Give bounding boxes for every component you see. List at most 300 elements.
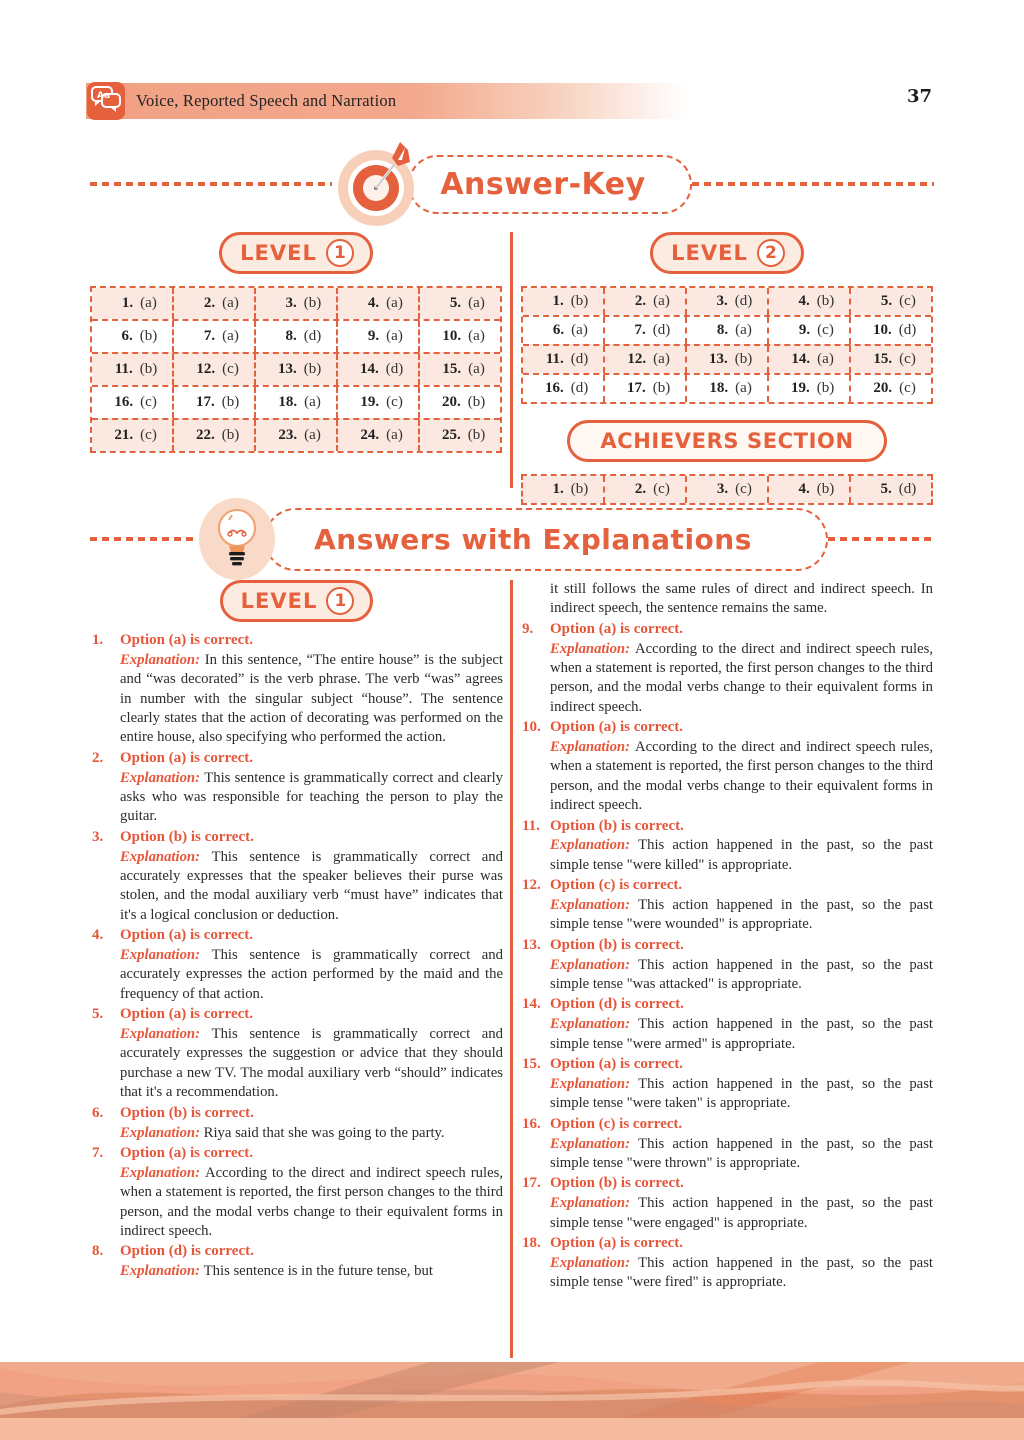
question-number: 18. bbox=[709, 380, 729, 396]
answer-cell bbox=[767, 288, 849, 315]
explanations-level1-number: 1 bbox=[326, 587, 354, 615]
explanation-label: Explanation: bbox=[120, 1026, 212, 1043]
answer-letter: (a) bbox=[468, 361, 485, 377]
answer-letter: (b) bbox=[467, 394, 486, 410]
answer-key-row bbox=[92, 288, 500, 319]
question-number: 1. bbox=[121, 295, 134, 311]
item-number: 12. bbox=[522, 877, 541, 894]
answer-cell bbox=[172, 288, 254, 319]
explanations-right-column bbox=[520, 580, 933, 1358]
answer-letter: (d) bbox=[898, 322, 917, 338]
answer-cell bbox=[254, 321, 336, 352]
level2-badge-label: LEVEL bbox=[671, 241, 748, 265]
answer-letter: (a) bbox=[468, 328, 485, 344]
answer-key-row bbox=[92, 418, 500, 451]
answer-cell bbox=[92, 387, 172, 418]
question-number: 16. bbox=[114, 394, 134, 410]
answer-letter: (a) bbox=[304, 394, 321, 410]
answer-cell bbox=[849, 346, 931, 373]
explanation-text bbox=[550, 896, 933, 935]
chapter-header bbox=[0, 80, 1024, 122]
question-number: 3. bbox=[285, 295, 297, 311]
answer-key-section bbox=[90, 232, 934, 497]
answer-key-row bbox=[92, 352, 500, 385]
wave-pattern bbox=[0, 1362, 1024, 1418]
answer-letter: (b) bbox=[303, 361, 322, 377]
dashed-line-left bbox=[90, 537, 196, 541]
correct-option-line: Option (b) is correct. bbox=[550, 1175, 684, 1192]
explanation-label: Explanation: bbox=[550, 640, 635, 657]
answer-cell bbox=[172, 321, 254, 352]
explanation-body: In this sentence, “The entire house” is the subject and “was decorated” is the verb phrase. The verb “was” agrees in number with the singular subject “house”. The sentence clearly states that the action of decorating was performed on the entire house, also specifying who performed the action. bbox=[120, 651, 503, 746]
question-number: 14. bbox=[360, 361, 379, 377]
explanation-text bbox=[550, 1135, 933, 1174]
question-number: 18. bbox=[278, 394, 298, 410]
explanation-text bbox=[120, 769, 503, 827]
explanations-level1-badge bbox=[220, 580, 374, 622]
page-number: 37 bbox=[906, 86, 932, 107]
answer-letter: (a) bbox=[653, 293, 670, 309]
answer-cell bbox=[336, 321, 418, 352]
answer-cell bbox=[254, 420, 336, 451]
level1-badge-number: 1 bbox=[326, 239, 354, 267]
answer-letter: (b) bbox=[570, 481, 589, 497]
answer-key-row bbox=[523, 344, 931, 373]
question-number: 5. bbox=[880, 293, 893, 309]
item-number: 10. bbox=[522, 719, 541, 736]
answer-key-banner bbox=[90, 138, 934, 230]
question-number: 12. bbox=[627, 351, 647, 367]
answer-letter: (d) bbox=[303, 328, 322, 344]
level2-badge-number: 2 bbox=[757, 239, 785, 267]
explanation-label: Explanation: bbox=[120, 1263, 204, 1280]
item-number: 3. bbox=[92, 828, 104, 845]
explanation-text bbox=[120, 946, 503, 1004]
question-number: 10. bbox=[442, 328, 462, 344]
question-number: 13. bbox=[709, 351, 728, 367]
answer-letter: (c) bbox=[140, 427, 157, 443]
answer-letter: (a) bbox=[386, 295, 403, 311]
question-number: 22. bbox=[196, 427, 215, 443]
question-number: 17. bbox=[627, 380, 646, 396]
explanations-left-column bbox=[90, 580, 503, 1358]
answer-cell bbox=[418, 354, 500, 385]
explanation-item bbox=[90, 828, 503, 925]
answer-letter: (b) bbox=[816, 380, 835, 396]
question-number: 10. bbox=[873, 322, 892, 338]
answer-letter: (c) bbox=[817, 322, 834, 338]
explanation-label: Explanation: bbox=[120, 1164, 205, 1181]
explanation-text bbox=[120, 848, 503, 926]
explanation-text bbox=[550, 1254, 933, 1293]
explanation-body: This action happened in the past, so the past simple tense "was attacked" is appropriate. bbox=[550, 956, 933, 993]
explanation-item bbox=[90, 1005, 503, 1102]
explanation-item bbox=[90, 1144, 503, 1241]
answer-cell bbox=[336, 387, 418, 418]
answer-letter: (a) bbox=[653, 351, 670, 367]
answer-letter: (a) bbox=[571, 322, 588, 338]
question-number: 11. bbox=[114, 361, 133, 377]
explanation-label: Explanation: bbox=[550, 739, 635, 756]
question-number: 19. bbox=[791, 380, 810, 396]
explanation-label: Explanation: bbox=[120, 651, 205, 668]
answer-letter: (d) bbox=[652, 322, 671, 338]
answer-key-title: Answer-Key bbox=[408, 155, 691, 214]
explanation-body: This action happened in the past, so the past simple tense "were armed" is appropriate. bbox=[550, 1016, 933, 1052]
correct-option-line: Option (a) is correct. bbox=[550, 1056, 684, 1073]
explanation-items-left bbox=[90, 631, 503, 1282]
answer-cell bbox=[92, 354, 172, 385]
answer-cell bbox=[254, 354, 336, 385]
correct-option-line: Option (d) is correct. bbox=[550, 996, 684, 1013]
speech-bubbles-aa-icon bbox=[86, 79, 126, 123]
explanation-text bbox=[550, 1194, 933, 1233]
correct-option-line: Option (a) is correct. bbox=[550, 620, 684, 637]
item-number: 2. bbox=[92, 749, 104, 766]
explanation-item bbox=[90, 631, 503, 748]
item-number: 17. bbox=[522, 1175, 541, 1192]
correct-option-line: Option (a) is correct. bbox=[120, 927, 254, 944]
explanation-text bbox=[120, 1164, 503, 1242]
correct-option-line: Option (c) is correct. bbox=[550, 877, 683, 894]
question-number: 25. bbox=[442, 427, 461, 443]
answer-cell bbox=[685, 317, 767, 344]
answer-letter: (a) bbox=[222, 328, 239, 344]
answer-cell bbox=[172, 387, 254, 418]
answer-cell bbox=[685, 375, 767, 402]
explanation-item bbox=[520, 1174, 933, 1233]
explanation-item bbox=[520, 817, 933, 876]
explanation-body: This sentence is grammatically correct and accurately expresses that the speaker believes their purse was stolen, and the modal auxiliary verb “must have” indicates that it's a logical conclusion or deduction. bbox=[120, 848, 503, 923]
explanation-label: Explanation: bbox=[550, 1075, 639, 1092]
explanations-section bbox=[90, 580, 934, 1358]
explanation-item bbox=[520, 876, 933, 935]
level1-badge-label: LEVEL bbox=[240, 241, 317, 265]
question-number: 4. bbox=[798, 293, 810, 309]
question-number: 12. bbox=[196, 361, 216, 377]
question-number: 15. bbox=[442, 361, 462, 377]
explanation-body: This action happened in the past, so the past simple tense "were thrown" is appropriate. bbox=[550, 1135, 933, 1171]
question-number: 3. bbox=[716, 481, 729, 497]
explanation-body: According to the direct and indirect speech rules, when a statement is reported, the first person changes to the third person, and the modal verbs change to their equivalent forms in indirect speech. bbox=[120, 1164, 503, 1239]
question-number: 9. bbox=[798, 322, 811, 338]
answer-key-row bbox=[523, 373, 931, 402]
explanation-label: Explanation: bbox=[120, 1124, 204, 1141]
question-number: 20. bbox=[442, 394, 461, 410]
explanation-label: Explanation: bbox=[550, 956, 639, 973]
explanation-body: This action happened in the past, so the past simple tense "were fired" is appropriate. bbox=[550, 1254, 933, 1291]
explanation-body: This sentence is in the future tense, but bbox=[203, 1263, 433, 1280]
answer-cell bbox=[418, 288, 500, 319]
explanation-item bbox=[520, 1234, 933, 1293]
answer-cell bbox=[418, 420, 500, 451]
answer-cell bbox=[603, 375, 685, 402]
item-number: 4. bbox=[92, 927, 104, 944]
level2-badge bbox=[650, 232, 804, 274]
answer-cell bbox=[685, 346, 767, 373]
explanations-level1-label: LEVEL bbox=[240, 589, 318, 613]
correct-option-line: Option (a) is correct. bbox=[120, 749, 254, 766]
question-number: 2. bbox=[634, 481, 647, 497]
item-number: 9. bbox=[522, 620, 534, 637]
answer-letter: (b) bbox=[734, 351, 753, 367]
correct-option-line: Option (b) is correct. bbox=[550, 817, 684, 834]
question-number: 14. bbox=[791, 351, 811, 367]
answer-letter: (d) bbox=[898, 481, 917, 497]
dashed-line-right bbox=[828, 537, 934, 541]
correct-option-line: Option (a) is correct. bbox=[550, 719, 684, 736]
question-number: 9. bbox=[367, 328, 380, 344]
lightbulb-icon bbox=[196, 496, 278, 582]
answer-cell bbox=[603, 288, 685, 315]
answer-cell bbox=[172, 354, 254, 385]
continuation-paragraph: it still follows the same rules of direct and indirect speech. In indirect speech, the sentence remains the same. bbox=[550, 581, 933, 617]
answer-letter: (a) bbox=[386, 328, 403, 344]
explanation-body: This sentence is grammatically correct and accurately expresses the suggestion or advice that they should purchase a new TV. The modal auxiliary verb “should” indicates that it's a recommendation. bbox=[120, 1026, 503, 1101]
answer-letter: (b) bbox=[467, 427, 486, 443]
answer-cell bbox=[92, 288, 172, 319]
answer-letter: (c) bbox=[735, 481, 752, 497]
answer-key-row bbox=[523, 315, 931, 344]
answer-letter: (d) bbox=[570, 351, 589, 367]
explanation-item bbox=[90, 1242, 503, 1281]
item-number: 18. bbox=[522, 1234, 541, 1251]
question-number: 16. bbox=[545, 380, 564, 396]
footer-strip bbox=[0, 1418, 1024, 1440]
explanation-label: Explanation: bbox=[120, 769, 205, 786]
question-number: 5. bbox=[880, 481, 892, 497]
question-number: 3. bbox=[716, 293, 728, 309]
dashed-line-left bbox=[90, 182, 332, 186]
explanation-body: This action happened in the past, so the past simple tense "were taken" is appropriate. bbox=[550, 1075, 933, 1112]
answer-letter: (a) bbox=[735, 322, 752, 338]
explanation-item bbox=[90, 749, 503, 827]
answer-letter: (b) bbox=[816, 481, 835, 497]
item-number: 6. bbox=[92, 1104, 104, 1121]
explanation-text bbox=[550, 956, 933, 995]
answer-letter: (b) bbox=[221, 427, 240, 443]
answer-cell bbox=[336, 288, 418, 319]
question-number: 6. bbox=[552, 322, 565, 338]
answer-cell bbox=[849, 317, 931, 344]
question-number: 5. bbox=[449, 295, 462, 311]
answer-letter: (c) bbox=[222, 361, 239, 377]
correct-option-line: Option (a) is correct. bbox=[120, 632, 254, 648]
answer-letter: (b) bbox=[652, 380, 671, 396]
answer-letter: (c) bbox=[899, 351, 916, 367]
answer-letter: (c) bbox=[899, 380, 916, 396]
question-number: 15. bbox=[873, 351, 893, 367]
question-number: 4. bbox=[367, 295, 380, 311]
question-number: 1. bbox=[552, 293, 564, 309]
correct-option-line: Option (b) is correct. bbox=[120, 1104, 254, 1121]
item-number: 8. bbox=[92, 1243, 104, 1260]
explanation-text bbox=[550, 738, 933, 816]
chapter-title: Voice, Reported Speech and Narration bbox=[136, 91, 397, 110]
correct-option-line: Option (c) is correct. bbox=[550, 1115, 683, 1132]
level1-answer-table bbox=[90, 286, 502, 453]
explanation-label: Explanation: bbox=[550, 897, 639, 914]
answer-cell bbox=[523, 346, 603, 373]
decorative-footer bbox=[0, 1362, 1024, 1440]
answer-cell bbox=[767, 317, 849, 344]
answer-cell bbox=[523, 288, 603, 315]
answer-cell bbox=[418, 321, 500, 352]
explanation-item bbox=[90, 926, 503, 1004]
explanation-items-right bbox=[520, 620, 933, 1293]
achievers-section-badge: ACHIEVERS SECTION bbox=[567, 420, 886, 462]
explanation-text bbox=[550, 1075, 933, 1114]
question-number: 1. bbox=[552, 481, 564, 497]
answer-letter: (c) bbox=[653, 481, 670, 497]
question-number: 8. bbox=[716, 322, 729, 338]
explanations-banner bbox=[90, 496, 934, 582]
answer-letter: (c) bbox=[140, 394, 157, 410]
question-number: 21. bbox=[114, 427, 134, 443]
answer-cell bbox=[603, 317, 685, 344]
answer-cell bbox=[336, 420, 418, 451]
answer-cell bbox=[685, 288, 767, 315]
dashed-line-right bbox=[692, 182, 934, 186]
question-number: 7. bbox=[203, 328, 216, 344]
answer-letter: (b) bbox=[816, 293, 835, 309]
key-column-divider bbox=[510, 232, 513, 488]
answer-cell bbox=[254, 387, 336, 418]
question-number: 4. bbox=[798, 481, 810, 497]
explanations-column-divider bbox=[510, 580, 513, 1358]
chapter-header-strip bbox=[86, 83, 686, 119]
explanation-text bbox=[120, 1262, 503, 1281]
answer-letter: (a) bbox=[222, 295, 239, 311]
correct-option-line: Option (a) is correct. bbox=[550, 1234, 684, 1251]
explanation-text bbox=[550, 836, 933, 875]
question-number: 24. bbox=[360, 427, 380, 443]
answer-letter: (a) bbox=[304, 427, 321, 443]
explanation-label: Explanation: bbox=[550, 1254, 639, 1271]
explanation-body: This action happened in the past, so the past simple tense "were wounded" is appropriate. bbox=[550, 897, 933, 933]
level2-answer-table bbox=[521, 286, 933, 404]
explanation-item bbox=[520, 718, 933, 815]
explanation-body: This action happened in the past, so the past simple tense "were killed" is appropriate. bbox=[550, 837, 933, 873]
correct-option-line: Option (a) is correct. bbox=[120, 1144, 254, 1161]
item-number: 11. bbox=[522, 817, 540, 834]
explanation-text bbox=[550, 1015, 933, 1054]
question-number: 8. bbox=[285, 328, 297, 344]
answer-letter: (a) bbox=[468, 295, 485, 311]
answer-letter: (a) bbox=[386, 427, 403, 443]
explanation-label: Explanation: bbox=[120, 947, 212, 964]
question-number: 2. bbox=[634, 293, 647, 309]
explanation-label: Explanation: bbox=[550, 1195, 639, 1212]
explanation-body: Riya said that she was going to the party. bbox=[203, 1124, 445, 1141]
explanation-label: Explanation: bbox=[550, 1016, 639, 1033]
answer-cell bbox=[336, 354, 418, 385]
question-number: 6. bbox=[121, 328, 133, 344]
svg-text:Aa: Aa bbox=[97, 91, 111, 101]
answer-letter: (a) bbox=[140, 295, 157, 311]
answer-cell bbox=[849, 375, 931, 402]
question-number: 23. bbox=[278, 427, 298, 443]
level2-key-column bbox=[521, 232, 933, 497]
explanation-text bbox=[120, 1124, 503, 1143]
explanation-body: According to the direct and indirect speech rules, when a statement is reported, the first person changes to the third person, and the modal verbs change to their equivalent forms in indirect speech. bbox=[550, 640, 933, 715]
answer-letter: (a) bbox=[735, 380, 752, 396]
explanation-text bbox=[550, 640, 933, 718]
question-number: 20. bbox=[873, 380, 893, 396]
answer-letter: (d) bbox=[385, 361, 404, 377]
question-number: 19. bbox=[360, 394, 380, 410]
explanation-text bbox=[120, 1025, 503, 1103]
explanation-item bbox=[90, 1104, 503, 1143]
answer-cell bbox=[767, 346, 849, 373]
question-number: 13. bbox=[278, 361, 297, 377]
answer-cell bbox=[767, 375, 849, 402]
item-number: 7. bbox=[92, 1144, 104, 1161]
answer-letter: (b) bbox=[570, 293, 589, 309]
correct-option-line: Option (b) is correct. bbox=[550, 936, 684, 953]
answer-key-row bbox=[92, 319, 500, 352]
item-number: 15. bbox=[522, 1056, 541, 1073]
explanation-item bbox=[520, 620, 933, 717]
answer-letter: (b) bbox=[139, 328, 158, 344]
answer-cell bbox=[172, 420, 254, 451]
answer-letter: (b) bbox=[139, 361, 158, 377]
answer-key-row bbox=[523, 288, 931, 315]
explanation-item bbox=[520, 995, 933, 1054]
explanation-item bbox=[520, 1115, 933, 1174]
answer-cell bbox=[92, 321, 172, 352]
question-number: 17. bbox=[196, 394, 215, 410]
question-number: 7. bbox=[634, 322, 646, 338]
answer-letter: (b) bbox=[303, 295, 322, 311]
answer-letter: (a) bbox=[817, 351, 834, 367]
answer-cell bbox=[603, 346, 685, 373]
explanation-body: According to the direct and indirect speech rules, when a statement is reported, the first person changes to the third person, and the modal verbs change to their equivalent forms in indirect speech. bbox=[550, 739, 933, 814]
correct-option-line: Option (d) is correct. bbox=[120, 1243, 254, 1260]
item-number: 1. bbox=[92, 632, 104, 648]
correct-option-line: Option (a) is correct. bbox=[120, 1006, 254, 1023]
question-number: 2. bbox=[203, 295, 216, 311]
explanations-title: Answers with Explanations bbox=[264, 508, 828, 571]
explanation-item bbox=[520, 936, 933, 995]
explanation-body: This sentence is grammatically correct and clearly asks who was responsible for teaching the person to play the guitar. bbox=[120, 769, 503, 825]
item-number: 14. bbox=[522, 996, 541, 1013]
level1-badge bbox=[219, 232, 373, 274]
explanation-text bbox=[120, 651, 503, 748]
target-dart-icon bbox=[332, 138, 424, 230]
answer-cell bbox=[92, 420, 172, 451]
item-number: 13. bbox=[522, 936, 541, 953]
answer-letter: (b) bbox=[221, 394, 240, 410]
explanation-body: This action happened in the past, so the past simple tense "were engaged" is appropriate. bbox=[550, 1195, 933, 1231]
explanation-label: Explanation: bbox=[120, 848, 212, 865]
answer-cell bbox=[523, 317, 603, 344]
answer-letter: (c) bbox=[386, 394, 403, 410]
explanation-label: Explanation: bbox=[550, 1135, 639, 1152]
explanation-body: This sentence is grammatically correct and accurately expresses the action performed by the maid and the frequency of that action. bbox=[120, 947, 503, 1002]
answer-letter: (c) bbox=[899, 293, 916, 309]
item-number: 5. bbox=[92, 1006, 104, 1023]
question-number: 11. bbox=[545, 351, 564, 367]
correct-option-line: Option (b) is correct. bbox=[120, 828, 254, 845]
explanation-item bbox=[520, 1055, 933, 1114]
answer-letter: (d) bbox=[734, 293, 753, 309]
answer-cell bbox=[523, 375, 603, 402]
explanation-label: Explanation: bbox=[550, 837, 639, 854]
answer-key-row bbox=[92, 385, 500, 418]
answer-cell bbox=[254, 288, 336, 319]
item-number: 16. bbox=[522, 1115, 541, 1132]
